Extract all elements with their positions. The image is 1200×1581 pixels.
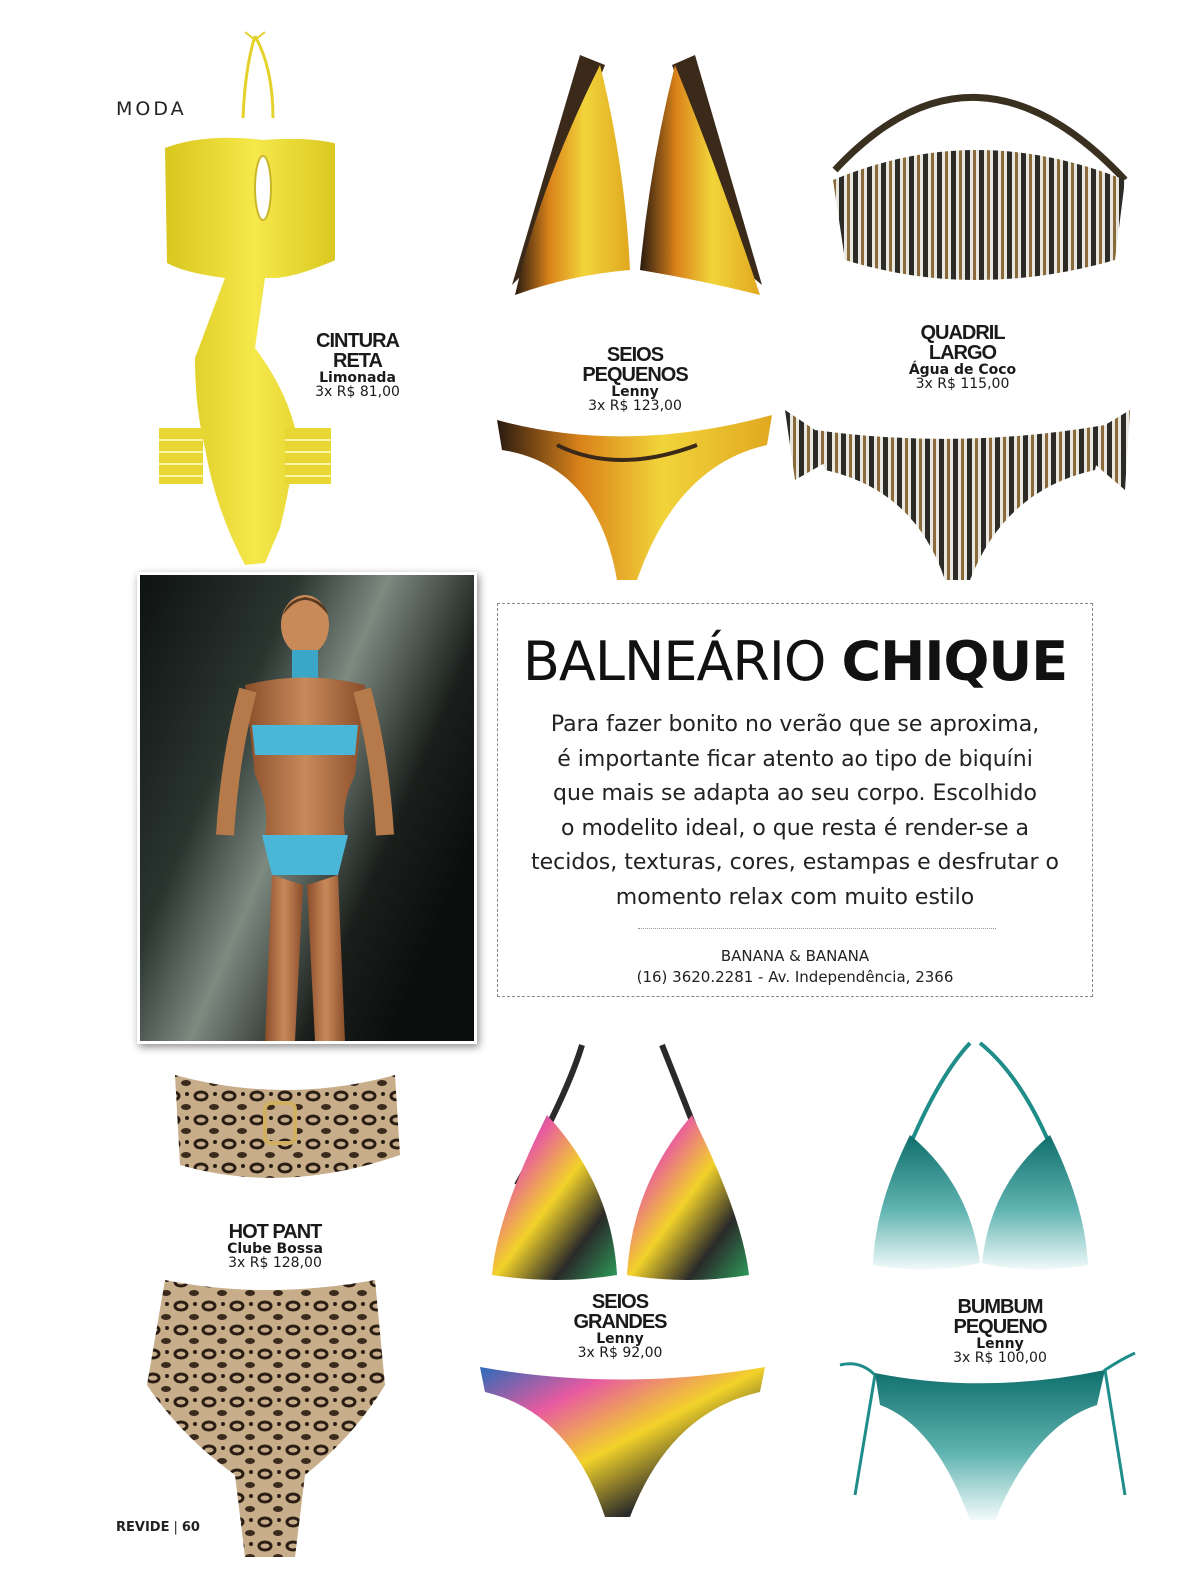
product-brand: Limonada xyxy=(319,370,396,386)
product-caption-seios-pequenos xyxy=(560,345,710,413)
divider xyxy=(638,928,996,929)
striped-bottom-image xyxy=(785,400,1135,585)
product-title: SEIOS xyxy=(591,1291,649,1313)
body-line: Para fazer bonito no verão que se aproxima, xyxy=(550,712,1040,737)
body-line: tecidos, texturas, cores, estampas e desfrutar o xyxy=(531,850,1059,876)
leopard-hotpant-image xyxy=(145,1275,390,1560)
product-price: 3x R$ 100,00 xyxy=(953,1350,1047,1366)
product-title: CINTURA xyxy=(316,330,399,352)
section-label: MODA xyxy=(116,98,187,120)
product-price: 3x R$ 123,00 xyxy=(588,398,682,414)
feature-body xyxy=(528,708,1062,916)
product-price: 3x R$ 92,00 xyxy=(577,1345,663,1361)
page-number: 60 xyxy=(181,1520,200,1535)
product-title: SEIOS xyxy=(606,344,664,366)
product-title: LARGO xyxy=(928,342,997,364)
store-info xyxy=(498,946,1092,988)
body-line: o modelito ideal, o que resta é render-se a xyxy=(560,815,1029,841)
footer-separator: | xyxy=(173,1520,178,1535)
runway-model-image xyxy=(140,575,474,1041)
teal-top-image xyxy=(870,1035,1090,1275)
product-title: QUADRIL xyxy=(920,322,1005,344)
feature-box xyxy=(497,603,1093,997)
striped-bandeau-image xyxy=(825,60,1135,300)
store-name: BANANA & BANANA xyxy=(720,947,870,965)
product-brand: Lenny xyxy=(976,1336,1024,1352)
product-title: GRANDES xyxy=(573,1311,667,1333)
body-line: que mais se adapta ao seu corpo. Escolhido xyxy=(553,781,1037,807)
triangle-top-image xyxy=(510,45,765,307)
headline-light: BALNEÁRIO xyxy=(522,630,826,693)
product-price: 3x R$ 128,00 xyxy=(228,1255,322,1271)
product-brand: Lenny xyxy=(596,1331,644,1347)
store-contact: (16) 3620.2281 - Av. Independência, 2366 xyxy=(636,968,954,986)
product-caption-seios-grandes xyxy=(550,1292,690,1360)
product-price: 3x R$ 115,00 xyxy=(915,376,1010,392)
product-title: HOT PANT xyxy=(228,1221,322,1243)
page-footer xyxy=(116,1520,200,1535)
feature-headline xyxy=(498,630,1092,693)
product-caption-cintura-reta xyxy=(290,331,425,399)
product-title: PEQUENOS xyxy=(582,364,688,386)
product-brand: Lenny xyxy=(611,384,659,400)
headline-bold: CHIQUE xyxy=(841,630,1068,693)
colorful-bottom-image xyxy=(480,1362,765,1522)
product-title: RETA xyxy=(333,350,382,372)
product-title: BUMBUM xyxy=(957,1296,1043,1318)
product-caption-quadril-largo xyxy=(885,323,1040,391)
body-line: momento relax com muito estilo xyxy=(615,884,975,910)
yellow-swimsuit-image xyxy=(145,28,335,573)
product-title: PEQUENO xyxy=(953,1316,1047,1338)
product-brand: Água de Coco xyxy=(908,362,1017,378)
product-caption-bumbum-pequeno xyxy=(925,1297,1075,1365)
product-caption-hot-pant xyxy=(205,1222,345,1270)
teal-bottom-image xyxy=(835,1345,1145,1525)
body-line: é importante ficar atento ao tipo de biquíni xyxy=(557,746,1033,772)
triangle-bottom-image xyxy=(497,405,772,585)
product-price: 3x R$ 81,00 xyxy=(315,384,400,400)
magazine-name: REVIDE xyxy=(116,1520,170,1535)
product-brand: Clube Bossa xyxy=(227,1241,323,1257)
leopard-bandeau-image xyxy=(165,1065,405,1180)
runway-photo xyxy=(137,572,477,1044)
colorful-top-image xyxy=(487,1035,755,1287)
